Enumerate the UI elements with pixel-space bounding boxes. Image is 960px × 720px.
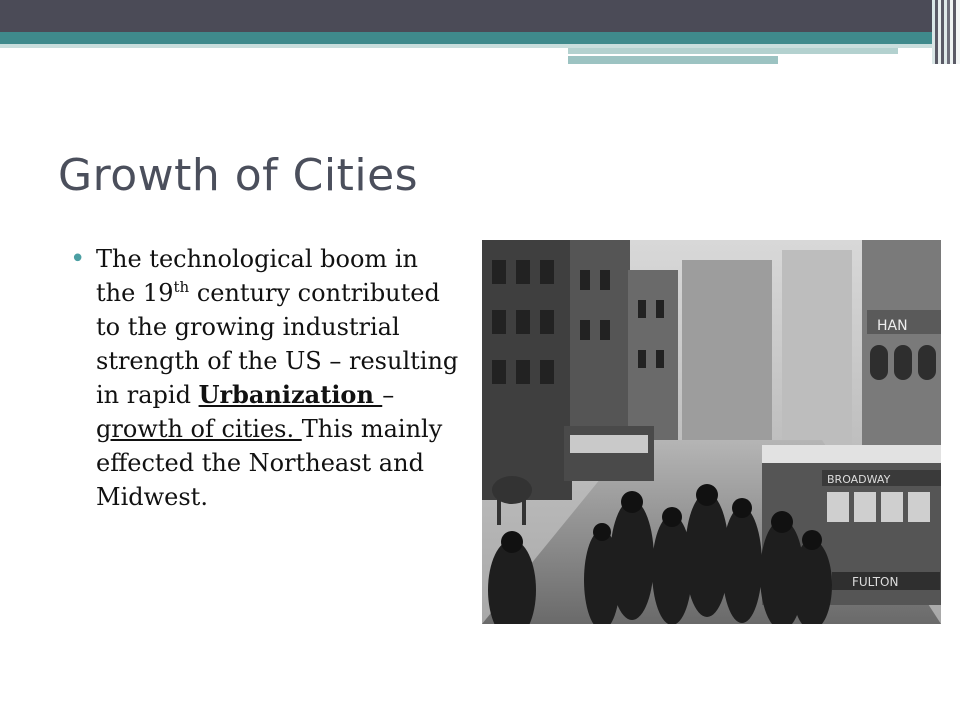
sign-broadway: BROADWAY xyxy=(827,473,891,486)
key-term: Urbanization xyxy=(198,380,383,409)
city-street-photo xyxy=(482,240,941,624)
sign-fulton: FULTON xyxy=(852,575,899,589)
header-dark-band xyxy=(0,0,960,32)
bullet-text-part: This mainly effected the Northeast and Midwest. xyxy=(96,415,443,511)
bullet-list xyxy=(72,242,462,514)
superscript: th xyxy=(173,278,190,296)
bullet-text-part: century contributed to the growing industrial strength of the US – resulting in rapid xyxy=(96,279,459,409)
header-stripe xyxy=(568,56,778,64)
header-corner-lines xyxy=(932,0,960,64)
header-teal-band xyxy=(0,32,960,44)
bullet-text-part: The technological boom in the 19 xyxy=(96,245,418,307)
term-definition: growth of cities. xyxy=(96,415,302,443)
bullet-item xyxy=(96,242,462,514)
bullet-dot-icon: • xyxy=(70,244,86,274)
sign-hanan: HAN xyxy=(877,318,908,334)
slide-title: Growth of Cities xyxy=(58,150,419,201)
header-stripe xyxy=(568,48,898,54)
bullet-text-part: – xyxy=(382,381,395,409)
